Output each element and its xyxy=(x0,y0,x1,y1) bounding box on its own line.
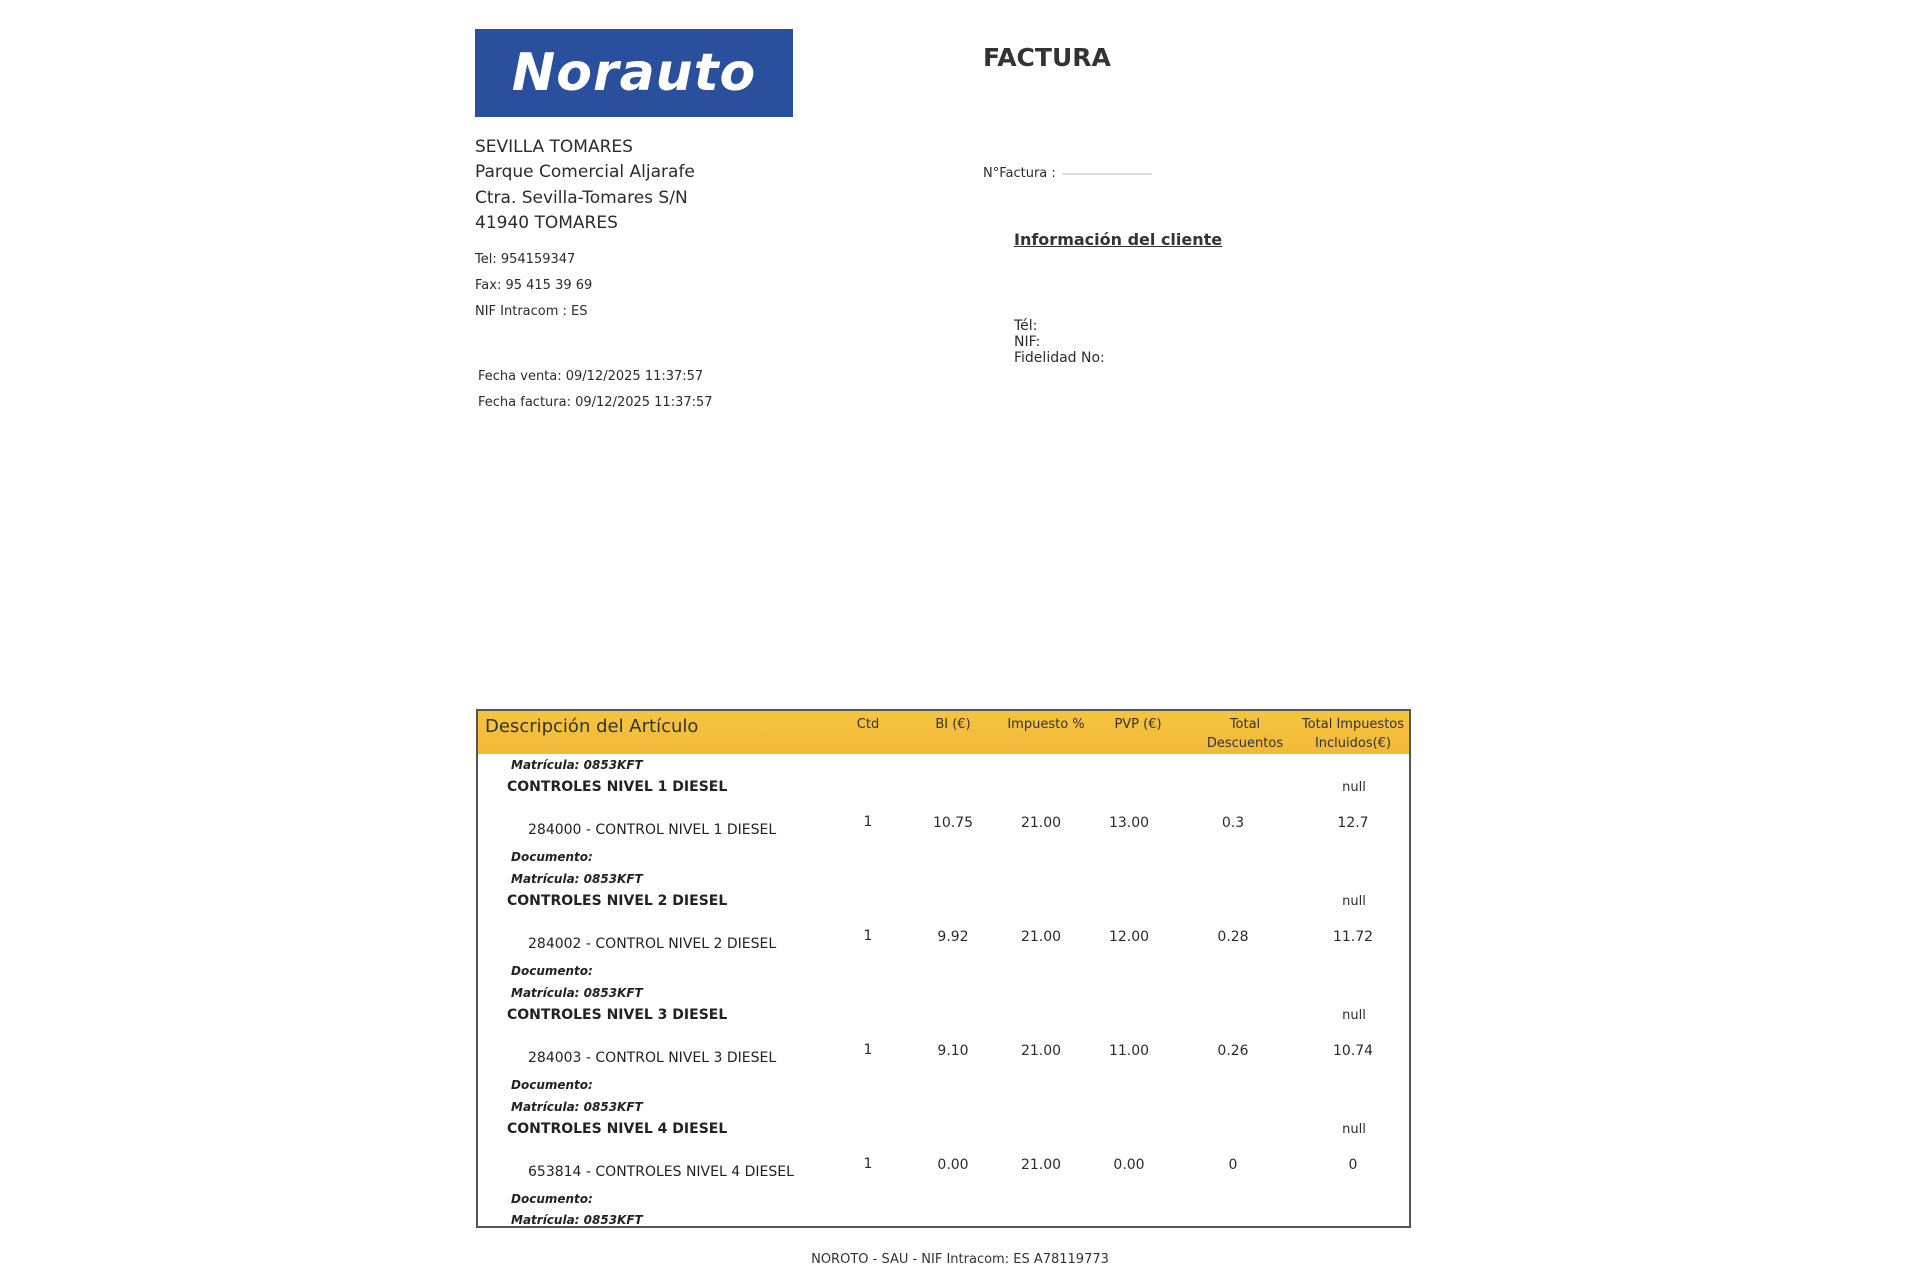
matricula-label: Matrícula: 0853KFT xyxy=(511,758,643,772)
item-description: 284000 - CONTROL NIVEL 1 DIESEL xyxy=(528,822,777,838)
group-null-value: null xyxy=(1342,780,1366,795)
item-description: 284002 - CONTROL NIVEL 2 DIESEL xyxy=(528,936,777,952)
item-descuento: 0 xyxy=(1228,1157,1238,1173)
invoice-title: FACTURA xyxy=(983,43,1111,72)
fecha-venta: Fecha venta: 09/12/2025 11:37:57 xyxy=(478,369,704,384)
header-total: Total Impuestos Incluidos(€) xyxy=(1301,717,1405,751)
item-ctd: 1 xyxy=(863,814,873,830)
header-pvp: PVP (€) xyxy=(1114,717,1162,732)
header-ctd: Ctd xyxy=(856,717,880,732)
group-name: CONTROLES NIVEL 3 DIESEL xyxy=(507,1007,728,1023)
store-name: SEVILLA TOMARES xyxy=(475,137,633,157)
item-descuento: 0.3 xyxy=(1221,815,1245,831)
group-name: CONTROLES NIVEL 2 DIESEL xyxy=(507,893,728,909)
matricula-label: Matrícula: 0853KFT xyxy=(511,986,643,1000)
logo-text: Norauto xyxy=(511,43,757,103)
footer-company-info: NOROTO - SAU - NIF Intracom: ES A78119773 xyxy=(811,1252,1109,1267)
matricula-label: Matrícula: 0853KFT xyxy=(511,872,643,886)
matricula-label: Matrícula: 0853KFT xyxy=(511,1100,643,1114)
client-info-title: Información del cliente xyxy=(1014,230,1223,249)
store-nif: NIF Intracom : ES xyxy=(475,304,588,319)
table-header xyxy=(478,711,1409,754)
item-bi: 10.75 xyxy=(932,815,974,831)
item-ctd: 1 xyxy=(863,1042,873,1058)
header-description: Descripción del Artículo xyxy=(485,716,699,737)
group-name: CONTROLES NIVEL 4 DIESEL xyxy=(507,1121,728,1137)
redacted-mark xyxy=(1062,173,1152,175)
group-name: CONTROLES NIVEL 1 DIESEL xyxy=(507,779,728,795)
header-descuentos: Total Descuentos xyxy=(1206,717,1284,751)
item-total: 11.72 xyxy=(1332,929,1374,945)
item-impuesto: 21.00 xyxy=(1020,1157,1062,1173)
documento-label: Documento: xyxy=(511,1078,593,1092)
header-impuesto: Impuesto % xyxy=(1007,717,1085,732)
item-pvp: 12.00 xyxy=(1108,929,1150,945)
header-bi: BI (€) xyxy=(935,717,971,732)
item-total: 12.7 xyxy=(1337,815,1369,831)
store-fax: Fax: 95 415 39 69 xyxy=(475,278,593,293)
item-impuesto: 21.00 xyxy=(1020,1043,1062,1059)
item-bi: 9.10 xyxy=(937,1043,969,1059)
item-bi: 0.00 xyxy=(937,1157,969,1173)
item-pvp: 13.00 xyxy=(1108,815,1150,831)
item-impuesto: 21.00 xyxy=(1020,815,1062,831)
item-descuento: 0.26 xyxy=(1217,1043,1249,1059)
client-fidelidad-label: Fidelidad No: xyxy=(1014,350,1105,366)
item-impuesto: 21.00 xyxy=(1020,929,1062,945)
store-address-1: Parque Comercial Aljarafe xyxy=(475,162,695,182)
group-null-value: null xyxy=(1342,1008,1366,1023)
client-tel-label: Tél: xyxy=(1014,318,1038,334)
item-total: 0 xyxy=(1348,1157,1358,1173)
store-address-2: Ctra. Sevilla-Tomares S/N xyxy=(475,188,688,208)
documento-label: Documento: xyxy=(511,850,593,864)
item-total: 10.74 xyxy=(1332,1043,1374,1059)
item-pvp: 11.00 xyxy=(1108,1043,1150,1059)
item-ctd: 1 xyxy=(863,1156,873,1172)
item-pvp: 0.00 xyxy=(1113,1157,1145,1173)
item-descuento: 0.28 xyxy=(1217,929,1249,945)
group-null-value: null xyxy=(1342,894,1366,909)
fecha-factura: Fecha factura: 09/12/2025 11:37:57 xyxy=(478,395,713,410)
store-tel: Tel: 954159347 xyxy=(475,252,576,267)
item-description: 284003 - CONTROL NIVEL 3 DIESEL xyxy=(528,1050,777,1066)
client-nif-label: NIF: xyxy=(1014,334,1041,350)
item-bi: 9.92 xyxy=(937,929,969,945)
item-ctd: 1 xyxy=(863,928,873,944)
documento-label: Documento: xyxy=(511,1192,593,1206)
group-null-value: null xyxy=(1342,1122,1366,1137)
invoice-number-label-text: N°Factura : xyxy=(983,166,1056,181)
documento-label: Documento: xyxy=(511,964,593,978)
invoice-number-label xyxy=(983,166,1152,181)
store-city: 41940 TOMARES xyxy=(475,213,618,233)
matricula-label: Matrícula: 0853KFT xyxy=(511,1213,643,1227)
items-table xyxy=(476,709,1411,1228)
item-description: 653814 - CONTROLES NIVEL 4 DIESEL xyxy=(528,1164,794,1180)
norauto-logo xyxy=(475,29,793,117)
